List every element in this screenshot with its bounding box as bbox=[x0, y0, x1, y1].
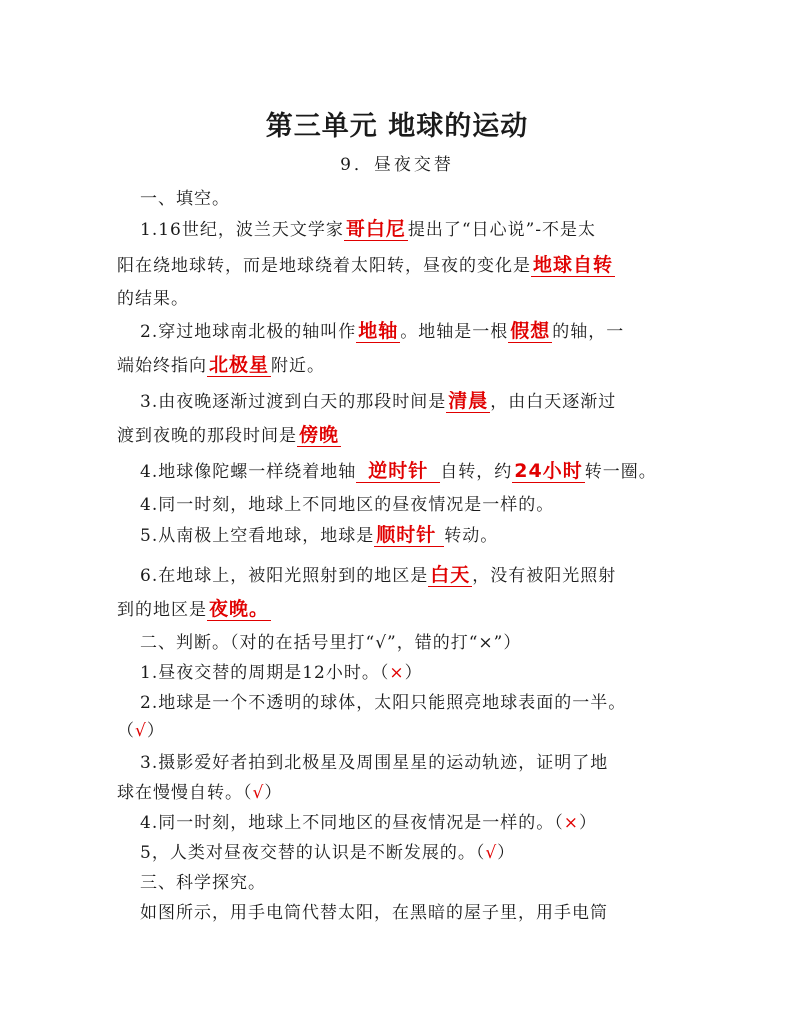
judge-1 bbox=[140, 658, 423, 683]
judge-5-close: ） bbox=[497, 843, 516, 863]
section3-paragraph: 如图所示，用手电筒代替太阳，在黑暗的屋子里，用手电筒 bbox=[140, 903, 608, 923]
q2-line1 bbox=[140, 316, 624, 343]
section1-heading: 一、填空。 bbox=[140, 189, 230, 209]
q6-answer-2: 夜晚。 bbox=[209, 598, 270, 620]
q5-line bbox=[140, 520, 498, 547]
judge-1-close: ） bbox=[404, 663, 423, 683]
q2-answer-2: 假想 bbox=[510, 320, 551, 342]
judge-2-open: （ bbox=[117, 721, 135, 741]
judge-2-mark: √ bbox=[135, 721, 147, 741]
q3-line2 bbox=[117, 420, 341, 447]
q2-text-d: 端始终指向 bbox=[117, 356, 207, 376]
q1-answer-1: 哥白尼 bbox=[345, 218, 406, 240]
q1-text-a: 1.16世纪，波兰天文学家 bbox=[140, 220, 344, 240]
q1-text-c: 阳在绕地球转，而是地球绕着太阳转，昼夜的变化是 bbox=[117, 256, 531, 276]
judge-2-answer bbox=[117, 716, 165, 741]
q3-text-a: 3.由夜晚逐渐过渡到白天的那段时间是 bbox=[140, 392, 447, 412]
q1-line1 bbox=[140, 214, 596, 241]
q1-line3: 的结果。 bbox=[117, 289, 189, 309]
section3-heading: 三、科学探究。 bbox=[140, 873, 266, 893]
judge-5 bbox=[140, 838, 515, 863]
q5-answer: 顺时针 bbox=[374, 524, 444, 547]
judge-4-text: 4.同一时刻，地球上不同地区的昼夜情况是一样的。（ bbox=[140, 813, 564, 833]
judge-3-line1: 3.摄影爱好者拍到北极星及周围星星的运动轨迹，证明了地 bbox=[140, 753, 609, 773]
q5-text-b: 转动。 bbox=[444, 526, 499, 546]
q6-text-c: 到的地区是 bbox=[117, 600, 207, 620]
q4-line bbox=[140, 456, 657, 483]
judge-5-text: 5，人类对昼夜交替的认识是不断发展的。（ bbox=[140, 843, 486, 863]
q6-text-a: 6.在地球上，被阳光照射到的地区是 bbox=[140, 566, 429, 586]
judge-2-close: ） bbox=[146, 721, 165, 741]
judge-1-mark: × bbox=[389, 663, 405, 683]
judge-4-mark: × bbox=[563, 813, 579, 833]
q4-answer-1: 逆时针 bbox=[356, 460, 440, 483]
q3-text-b: ，由白天逐渐过 bbox=[490, 392, 617, 412]
section2-heading: 二、判断。（对的在括号里打“√”，错的打“×”） bbox=[140, 633, 522, 653]
q1-text-b: 提出了“日心说”-不是太 bbox=[407, 220, 597, 240]
judge-5-mark: √ bbox=[485, 843, 498, 863]
q4-extra-line: 4.同一时刻，地球上不同地区的昼夜情况是一样的。 bbox=[140, 495, 555, 515]
q1-answer-2: 地球自转 bbox=[533, 254, 614, 276]
q2-text-e: 附近。 bbox=[271, 356, 326, 376]
q2-text-c: 的轴，一 bbox=[552, 322, 625, 342]
judge-3-line2 bbox=[117, 778, 282, 803]
q3-text-c: 渡到夜晚的那段时间是 bbox=[117, 426, 297, 446]
q6-text-b: ，没有被阳光照射 bbox=[472, 566, 617, 586]
q2-line2 bbox=[117, 350, 325, 377]
q2-text-a: 2.穿过地球南北极的轴叫作 bbox=[140, 322, 357, 342]
judge-2: 2.地球是一个不透明的球体，太阳只能照亮地球表面的一半。 bbox=[140, 693, 627, 713]
q4-text-a: 4.地球像陀螺一样绕着地轴 bbox=[140, 462, 357, 482]
q3-answer-1: 清晨 bbox=[448, 390, 489, 412]
q3-line1 bbox=[140, 386, 616, 413]
judge-1-text: 1.昼夜交替的周期是12小时。（ bbox=[140, 663, 390, 683]
q6-line1 bbox=[140, 560, 616, 587]
q2-text-b: 。地轴是一根 bbox=[400, 322, 509, 342]
q3-answer-2: 傍晚 bbox=[299, 424, 340, 446]
judge-4 bbox=[140, 808, 597, 833]
q4-text-b: 自转，约 bbox=[440, 462, 513, 482]
lesson-subtitle: 9．昼夜交替 bbox=[340, 155, 454, 175]
judge-3-close: ） bbox=[264, 783, 283, 803]
q2-answer-3: 北极星 bbox=[209, 354, 270, 376]
judge-3-text: 球在慢慢自转。（ bbox=[117, 783, 253, 803]
q6-answer-1: 白天 bbox=[430, 564, 471, 586]
unit-title: 第三单元 地球的运动 bbox=[265, 111, 529, 142]
q5-text-a: 5.从南极上空看地球，地球是 bbox=[140, 526, 375, 546]
judge-3-mark: √ bbox=[252, 783, 265, 803]
q2-answer-1: 地轴 bbox=[358, 320, 399, 342]
q6-line2 bbox=[117, 594, 271, 621]
q1-line2 bbox=[117, 250, 615, 277]
q4-text-c: 转一圈。 bbox=[584, 462, 657, 482]
judge-4-close: ） bbox=[578, 813, 597, 833]
q4-answer-2: 24小时 bbox=[514, 460, 583, 482]
